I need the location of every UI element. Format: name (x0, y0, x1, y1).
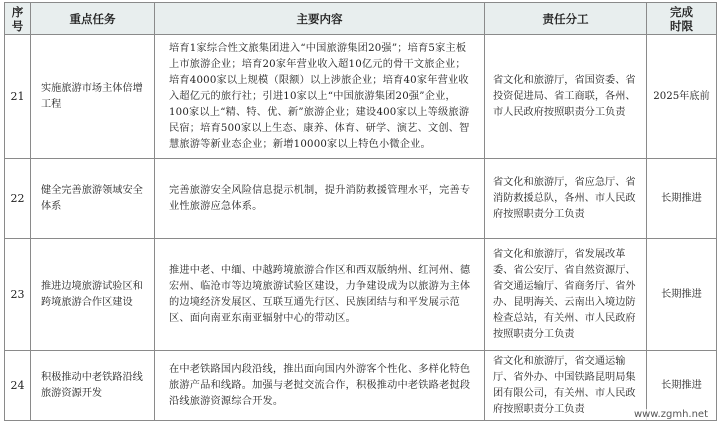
header-responsibility: 责任分工 (485, 3, 647, 35)
row-responsibility: 省文化和旅游厅，省发展改革委、省公安厅、省自然资源厅、省交通运输厅、省商务厅、省外办、昆明海关、云南出入境边防检查总站，有关州、市人民政府按照职责分工负责 (485, 239, 647, 351)
table-row (5, 35, 717, 159)
row-task: 健全完善旅游领域安全体系 (31, 159, 155, 239)
row-task: 实施旅游市场主体倍增工程 (31, 35, 155, 159)
row-deadline: 长期推进 (647, 239, 717, 351)
table-row (5, 159, 717, 239)
row-seq: 21 (5, 35, 31, 159)
row-content: 完善旅游安全风险信息提示机制，提升消防救援管理水平，完善专业性旅游应急体系。 (155, 159, 485, 239)
row-content: 培育1家综合性文旅集团进入“中国旅游集团20强”；培育5家主板上市旅游企业；培育20家年营业收入超10亿元的骨干文旅企业；培育4000家以上规模（限额）以上涉旅企业；培育40家年营业收入超亿元的旅行社；引进10家以上“中国旅游集团20强”企业，100家以上“精、特、优、新”旅游企业；建设400家以上等级旅游民宿；培育500家以上生态、康养、体育、研学、演艺、文创、智慧旅游等新业态企业；新增10000家以上特色小微企业。 (155, 35, 485, 159)
row-deadline: 2025年底前 (647, 35, 717, 159)
watermark-text: www.zgmh.net (633, 409, 708, 420)
row-responsibility: 省文化和旅游厅，省应急厅、省消防救援总队，各州、市人民政府按照职责分工负责 (485, 159, 647, 239)
row-task: 积极推动中老铁路沿线旅游资源开发 (31, 351, 155, 421)
row-seq: 23 (5, 239, 31, 351)
row-deadline: 长期推进 (647, 351, 717, 421)
header-deadline: 完成 时限 (647, 3, 717, 35)
table-header-row (5, 3, 717, 35)
row-responsibility: 省文化和旅游厅，省国资委、省投资促进局、省工商联，各州、市人民政府按照职责分工负责 (485, 35, 647, 159)
header-seq: 序 号 (5, 3, 31, 35)
row-seq: 22 (5, 159, 31, 239)
row-task: 推进边境旅游试验区和跨境旅游合作区建设 (31, 239, 155, 351)
table-row (5, 351, 717, 421)
key-tasks-table (4, 2, 717, 421)
row-content: 推进中老、中缅、中越跨境旅游合作区和西双版纳州、红河州、德宏州、临沧市等边境旅游试验区建设，力争建设成为以旅游为主体的边境经济发展区、互联互通先行区、民族团结与和平发展示范区、面向南亚东南亚辐射中心的带动区。 (155, 239, 485, 351)
row-seq: 24 (5, 351, 31, 421)
table-row (5, 239, 717, 351)
header-content: 主要内容 (155, 3, 485, 35)
header-task: 重点任务 (31, 3, 155, 35)
row-content: 在中老铁路国内段沿线，推出面向国内外游客个性化、多样化特色旅游产品和线路。加强与老挝交流合作，积极推动中老铁路老挝段沿线旅游资源综合开发。 (155, 351, 485, 421)
row-responsibility: 省文化和旅游厅，省交通运输厅、省外办、中国铁路昆明局集团有限公司，有关州、市人民政府按照职责分工负责 (485, 351, 647, 421)
row-deadline: 长期推进 (647, 159, 717, 239)
